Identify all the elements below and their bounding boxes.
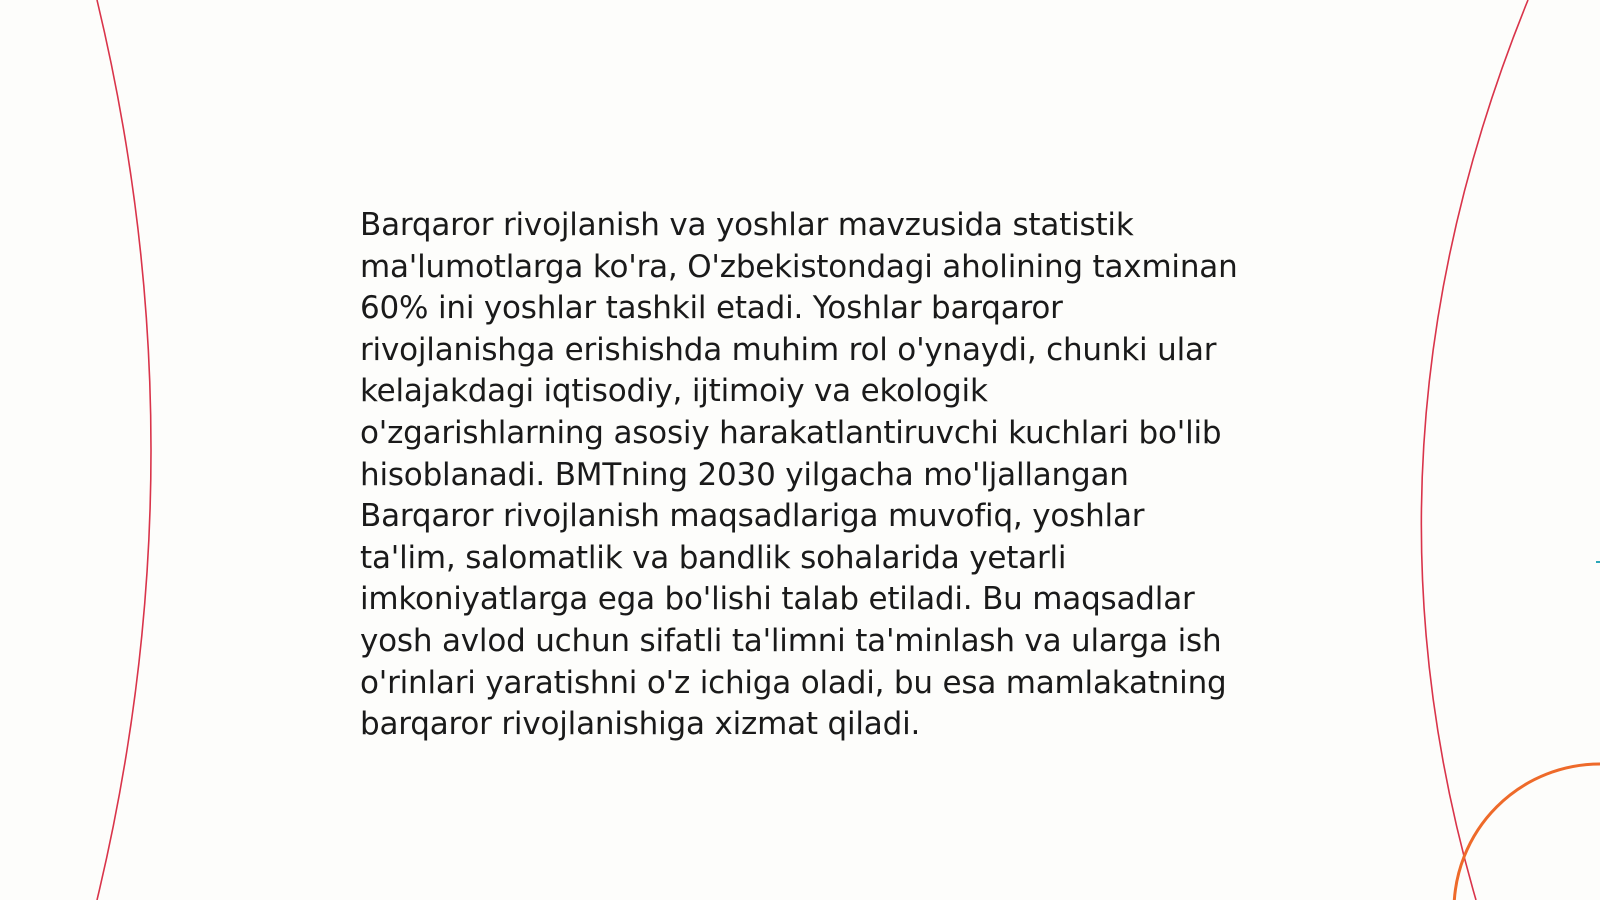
- left-red-curve: [97, 0, 151, 900]
- orange-circle-arc: [1454, 764, 1600, 900]
- right-red-curve: [1421, 0, 1528, 900]
- slide-body-text: Barqaror rivojlanish va yoshlar mavzusida statistik ma'lumotlarga ko'ra, O'zbekistondagi aholining taxminan 60% ini yoshlar tashkil etadi. Yoshlar barqaror rivojlanishga erishishda muhim rol o'ynaydi, chunki ular kelajakdagi iqtisodiy, ijtimoiy va ekologik o'zgarishlarning asosiy harakatlantiruvchi kuchlari bo'lib hisoblanadi. BMTning 2030 yilgacha mo'ljallangan Barqaror rivojlanish maqsadlariga muvofiq, yoshlar ta'lim, salomatlik va bandlik sohalarida yetarli imkoniyatlarga ega bo'lishi talab etiladi. Bu maqsadlar yosh avlod uchun sifatli ta'limni ta'minlash va ularga ish o'rinlari yaratishni o'z ichiga oladi, bu esa mamlakatning barqaror rivojlanishiga xizmat qiladi.: [360, 207, 1238, 743]
